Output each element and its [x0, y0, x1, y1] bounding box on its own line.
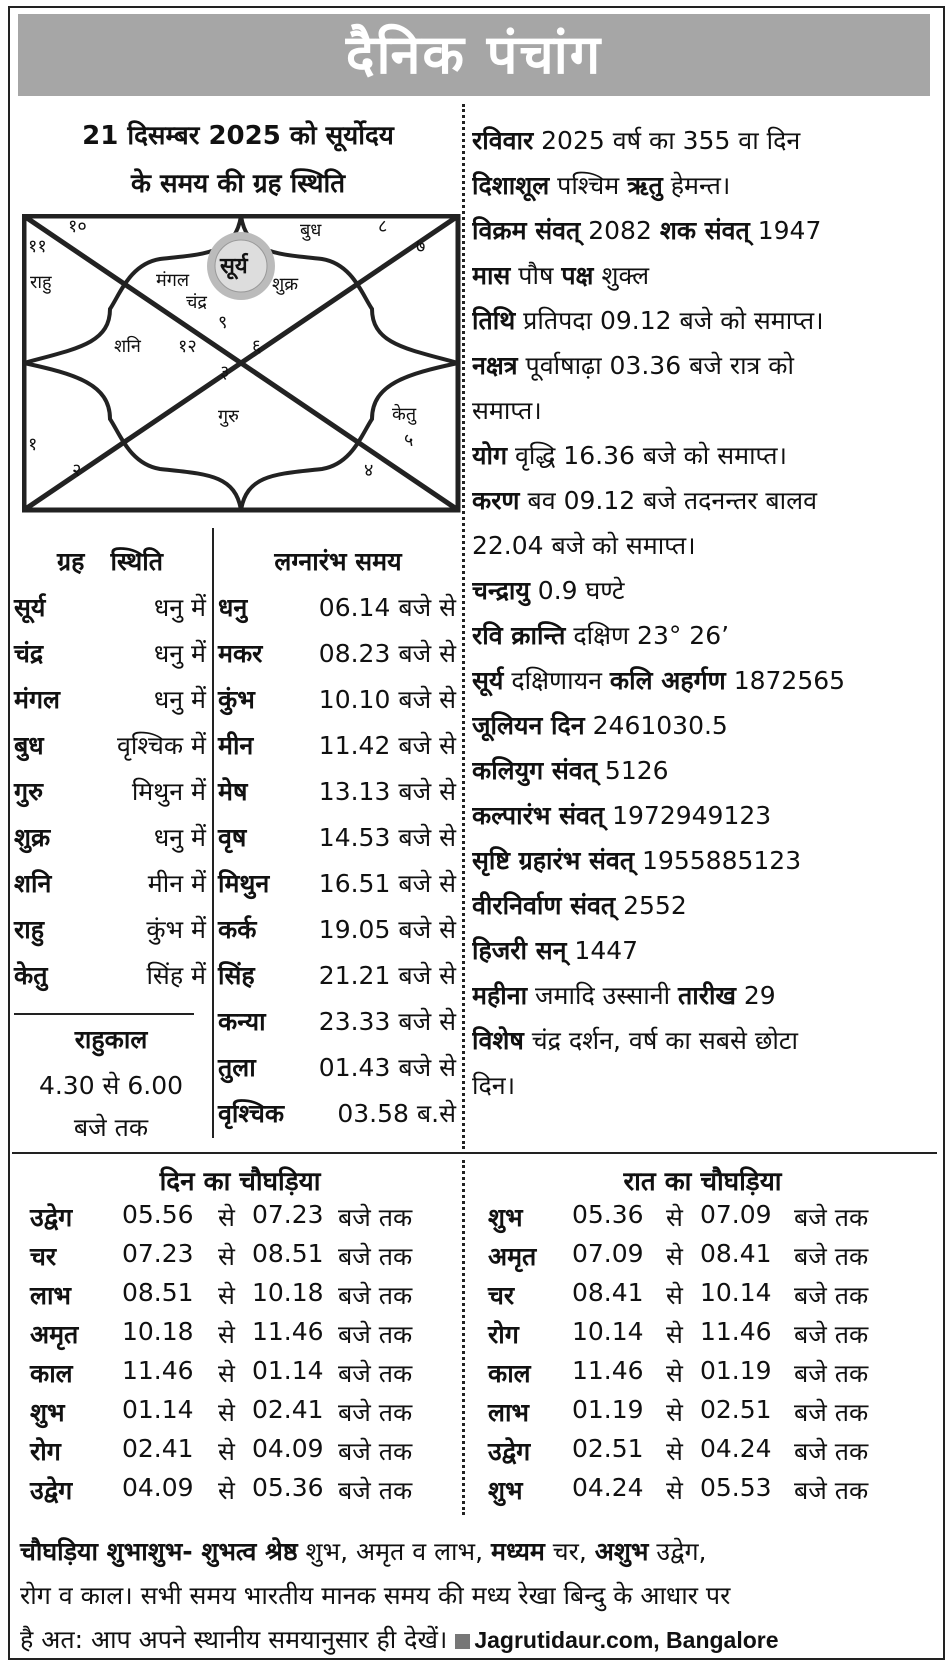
panchang-line: मास पौष पक्ष शुक्ल	[472, 261, 650, 290]
raat-choghadiya-heading: रात का चौघड़िया	[623, 1167, 782, 1197]
house-10: १०	[68, 216, 87, 237]
graha-value: मीन में	[147, 869, 206, 898]
panchang-details	[472, 118, 940, 1108]
panchang-line: विक्रम संवत् 2082 शक संवत् 1947	[472, 216, 822, 245]
panchang-line: सृष्टि ग्रहारंभ संवत् 1955885123	[472, 846, 802, 875]
choghadiya-se: से	[666, 1320, 683, 1349]
choghadiya-se: से	[666, 1476, 683, 1505]
lagna-time: 06.14 बजे से	[318, 593, 456, 622]
rahukaal-time: 4.30 से 6.00	[38, 1071, 184, 1100]
choghadiya-from: 11.46	[122, 1356, 194, 1385]
choghadiya-to: 04.24	[700, 1434, 772, 1463]
lagna-row	[218, 1096, 458, 1140]
choghadiya-to: 04.09	[252, 1434, 324, 1463]
house-6: ६	[252, 336, 262, 357]
panchang-line: योग वृद्धि 16.36 बजे को समाप्त।	[472, 441, 787, 470]
graha-name: बुध	[14, 731, 44, 760]
choghadiya-to: 07.09	[700, 1200, 772, 1229]
graha-name: केतु	[14, 961, 48, 990]
choghadiya-name: शुभ	[488, 1476, 523, 1505]
choghadiya-to: 01.14	[252, 1356, 324, 1385]
choghadiya-se: से	[666, 1203, 683, 1232]
choghadiya-row	[30, 1317, 470, 1359]
lagna-name: कुंभ	[218, 685, 255, 714]
choghadiya-from: 02.41	[122, 1434, 194, 1463]
graha-name: मंगल	[14, 685, 60, 714]
kundali-budh: बुध	[300, 220, 322, 241]
choghadiya-row	[488, 1356, 928, 1398]
choghadiya-from: 10.18	[122, 1317, 194, 1346]
panchang-line: रवि क्रान्ति दक्षिण 23° 26’	[472, 621, 730, 650]
graha-heading-2: स्थिति	[110, 547, 163, 576]
rahukaal-label: राहुकाल	[74, 1025, 148, 1054]
choghadiya-from: 04.09	[122, 1473, 194, 1502]
lagna-row	[218, 912, 458, 956]
choghadiya-tail: बजे तक	[338, 1476, 413, 1505]
choghadiya-row	[30, 1356, 470, 1398]
page-title: दैनिक पंचांग	[18, 14, 930, 96]
choghadiya-to: 05.53	[700, 1473, 772, 1502]
choghadiya-se: से	[218, 1320, 235, 1349]
choghadiya-to: 01.19	[700, 1356, 772, 1385]
lagna-name: सिंह	[218, 961, 255, 990]
lagna-row	[218, 590, 458, 634]
graha-row	[14, 636, 208, 680]
kundali-guru: गुरु	[218, 406, 239, 427]
choghadiya-row	[30, 1239, 470, 1281]
panchang-line: चन्द्रायु 0.9 घण्टे	[472, 576, 625, 605]
lagna-row	[218, 820, 458, 864]
panchang-line: सूर्य दक्षिणायन कलि अहर्गण 1872565	[472, 666, 846, 695]
graha-value: वृश्चिक में	[117, 731, 206, 760]
panchang-line: समाप्त।	[472, 396, 542, 425]
choghadiya-tail: बजे तक	[794, 1437, 869, 1466]
choghadiya-tail: बजे तक	[794, 1203, 869, 1232]
choghadiya-name: काल	[30, 1359, 73, 1388]
choghadiya-from: 05.36	[572, 1200, 644, 1229]
house-5: ५	[404, 430, 414, 451]
choghadiya-row	[30, 1395, 470, 1437]
choghadiya-to: 05.36	[252, 1473, 324, 1502]
graha-row	[14, 958, 208, 1002]
choghadiya-name: अमृत	[30, 1320, 79, 1349]
column-divider-top	[462, 104, 465, 1149]
graha-row	[14, 774, 208, 818]
lagna-time: 08.23 बजे से	[318, 639, 456, 668]
choghadiya-to: 11.46	[252, 1317, 324, 1346]
choghadiya-name: उद्वेग	[30, 1476, 73, 1505]
graha-name: सूर्य	[14, 593, 46, 622]
choghadiya-se: से	[666, 1359, 683, 1388]
panchang-line: कलियुग संवत् 5126	[472, 756, 669, 785]
kundali-sun-label: सूर्य	[220, 254, 248, 279]
section-divider	[12, 1152, 937, 1154]
choghadiya-name: चर	[488, 1281, 515, 1310]
house-12: १२	[178, 336, 197, 357]
lagna-row	[218, 728, 458, 772]
choghadiya-name: लाभ	[488, 1398, 530, 1427]
choghadiya-row	[488, 1473, 928, 1515]
house-4: ४	[364, 460, 374, 481]
graha-name: गुरु	[14, 777, 44, 806]
rahukaal-suffix: बजे तक	[73, 1113, 149, 1142]
house-7: ७	[416, 236, 426, 257]
choghadiya-from: 08.51	[122, 1278, 194, 1307]
house-3: ३	[220, 362, 230, 383]
panchang-line: दिशाशूल पश्चिम ऋतु हेमन्त।	[472, 171, 731, 200]
lagna-row	[218, 866, 458, 910]
choghadiya-tail: बजे तक	[338, 1359, 413, 1388]
graha-row	[14, 728, 208, 772]
choghadiya-se: से	[218, 1281, 235, 1310]
graha-lagna-divider	[212, 528, 214, 1138]
lagna-time: 23.33 बजे से	[318, 1007, 456, 1036]
panchang-line: विशेष चंद्र दर्शन, वर्ष का सबसे छोटा	[472, 1026, 798, 1055]
panchang-line: हिजरी सन् 1447	[472, 936, 639, 965]
footer-text-1: शुभ, अमृत व लाभ,	[297, 1537, 491, 1566]
choghadiya-tail: बजे तक	[338, 1320, 413, 1349]
choghadiya-se: से	[218, 1476, 235, 1505]
kundali-ketu: केतु	[392, 404, 417, 425]
footer-text-2: चर,	[544, 1537, 595, 1566]
choghadiya-name: काल	[488, 1359, 531, 1388]
footer-bold-2: मध्यम	[491, 1537, 545, 1566]
lagna-name: वृश्चिक	[218, 1099, 285, 1128]
choghadiya-se: से	[666, 1437, 683, 1466]
graha-value: मिथुन में	[131, 777, 206, 806]
graha-name: शुक्र	[14, 823, 51, 852]
choghadiya-row	[30, 1278, 470, 1320]
choghadiya-to: 10.18	[252, 1278, 324, 1307]
graha-name: राहु	[14, 915, 44, 944]
choghadiya-row	[488, 1200, 928, 1242]
panchang-line: तिथि प्रतिपदा 09.12 बजे को समाप्त।	[472, 306, 824, 335]
lagna-row	[218, 682, 458, 726]
footer-bold-1: चौघड़िया शुभाशुभ- शुभत्व श्रेष्ठ	[20, 1537, 298, 1566]
footer-line-3: है अत: आप अपने स्थानीय समयानुसार ही देखें।	[20, 1625, 448, 1654]
choghadiya-to: 08.41	[700, 1239, 772, 1268]
choghadiya-name: रोग	[488, 1320, 519, 1349]
brand-square-icon	[455, 1634, 470, 1649]
choghadiya-tail: बजे तक	[794, 1359, 869, 1388]
lagna-time: 11.42 बजे से	[318, 731, 456, 760]
choghadiya-from: 07.23	[122, 1239, 194, 1268]
footer-note	[20, 1530, 936, 1662]
choghadiya-row	[30, 1434, 470, 1476]
choghadiya-tail: बजे तक	[338, 1281, 413, 1310]
graha-row	[14, 682, 208, 726]
lagna-name: वृष	[218, 823, 247, 852]
graha-heading	[14, 544, 206, 578]
choghadiya-tail: बजे तक	[794, 1281, 869, 1310]
choghadiya-se: से	[666, 1398, 683, 1427]
kundali-chandra: चंद्र	[186, 292, 207, 313]
panchang-line: महीना जमादि उस्सानी तारीख 29	[472, 981, 776, 1010]
choghadiya-name: उद्वेग	[30, 1203, 73, 1232]
choghadiya-to: 08.51	[252, 1239, 324, 1268]
choghadiya-se: से	[218, 1359, 235, 1388]
footer-text-3: उद्वेग,	[648, 1537, 707, 1566]
lagna-row	[218, 774, 458, 818]
graha-value: सिंह में	[146, 961, 206, 990]
panchang-line: दिन।	[472, 1071, 516, 1100]
panchang-line: करण बव 09.12 बजे तदनन्तर बालव	[472, 486, 817, 515]
panchang-line: नक्षत्र पूर्वाषाढ़ा 03.36 बजे रात्र को	[472, 351, 794, 380]
choghadiya-to: 07.23	[252, 1200, 324, 1229]
graha-name: शनि	[14, 869, 52, 898]
lagna-name: कन्या	[218, 1007, 266, 1036]
lagna-name: मकर	[218, 639, 263, 668]
graha-value: कुंभ में	[146, 915, 206, 944]
choghadiya-se: से	[218, 1398, 235, 1427]
choghadiya-to: 02.41	[252, 1395, 324, 1424]
panchang-line: वीरनिर्वाण संवत् 2552	[472, 891, 687, 920]
lagna-heading: लग्नारंभ समय	[274, 547, 402, 576]
choghadiya-row	[488, 1434, 928, 1476]
choghadiya-se: से	[218, 1242, 235, 1271]
footer-bold-3: अशुभ	[594, 1537, 649, 1566]
graha-name: चंद्र	[14, 639, 44, 668]
choghadiya-row	[30, 1473, 470, 1515]
kundali-shukra: शुक्र	[272, 274, 299, 295]
choghadiya-to: 11.46	[700, 1317, 772, 1346]
brand-name: Jagrutidaur.com, Bangalore	[474, 1627, 779, 1653]
choghadiya-from: 01.19	[572, 1395, 644, 1424]
panchang-line: रविवार 2025 वर्ष का 355 वा दिन	[472, 126, 801, 155]
choghadiya-row	[488, 1278, 928, 1320]
choghadiya-tail: बजे तक	[338, 1437, 413, 1466]
choghadiya-from: 11.46	[572, 1356, 644, 1385]
panchang-line: 22.04 बजे को समाप्त।	[472, 531, 696, 560]
chart-subtitle	[18, 112, 458, 208]
choghadiya-from: 08.41	[572, 1278, 644, 1307]
rahukaal-separator	[14, 1013, 194, 1015]
choghadiya-row	[488, 1317, 928, 1359]
lagna-name: कर्क	[218, 915, 257, 944]
din-choghadiya-heading: दिन का चौघड़िया	[159, 1167, 321, 1197]
choghadiya-row	[488, 1239, 928, 1281]
house-2: २	[72, 460, 82, 481]
lagna-row	[218, 958, 458, 1002]
choghadiya-from: 01.14	[122, 1395, 194, 1424]
lagna-name: तुला	[218, 1053, 256, 1082]
panchang-line: कल्पारंभ संवत् 1972949123	[472, 801, 772, 830]
lagna-time: 19.05 बजे से	[318, 915, 456, 944]
choghadiya-to: 10.14	[700, 1278, 772, 1307]
graha-row	[14, 912, 208, 956]
choghadiya-name: उद्वेग	[488, 1437, 531, 1466]
lagna-time: 14.53 बजे से	[318, 823, 456, 852]
choghadiya-name: शुभ	[488, 1203, 523, 1232]
choghadiya-se: से	[218, 1203, 235, 1232]
choghadiya-tail: बजे तक	[794, 1242, 869, 1271]
graha-row	[14, 820, 208, 864]
lagna-row	[218, 1004, 458, 1048]
lagna-time: 01.43 बजे से	[318, 1053, 456, 1082]
graha-value: धनु में	[153, 593, 206, 622]
lagna-row	[218, 636, 458, 680]
panchang-line: जूलियन दिन 2461030.5	[472, 711, 728, 740]
graha-value: धनु में	[153, 639, 206, 668]
choghadiya-se: से	[218, 1437, 235, 1466]
choghadiya-from: 04.24	[572, 1473, 644, 1502]
footer-line-2: रोग व काल। सभी समय भारतीय मानक समय की मध्य रेखा बिन्दु के आधार पर	[20, 1581, 731, 1610]
choghadiya-name: चर	[30, 1242, 57, 1271]
choghadiya-from: 05.56	[122, 1200, 194, 1229]
choghadiya-tail: बजे तक	[794, 1476, 869, 1505]
choghadiya-from: 10.14	[572, 1317, 644, 1346]
kundali-chart	[22, 214, 462, 514]
lagna-time: 10.10 बजे से	[318, 685, 456, 714]
choghadiya-row	[30, 1200, 470, 1242]
subtitle-line-1: 21 दिसम्बर 2025 को सूर्योदय	[82, 121, 394, 151]
choghadiya-from: 02.51	[572, 1434, 644, 1463]
house-11: ११	[28, 236, 47, 257]
choghadiya-name: लाभ	[30, 1281, 72, 1310]
choghadiya-name: शुभ	[30, 1398, 65, 1427]
graha-value: धनु में	[153, 685, 206, 714]
choghadiya-tail: बजे तक	[794, 1320, 869, 1349]
lagna-name: मेष	[218, 777, 248, 806]
graha-row	[14, 590, 208, 634]
lagna-time: 21.21 बजे से	[318, 961, 456, 990]
lagna-name: मीन	[218, 731, 254, 760]
choghadiya-tail: बजे तक	[794, 1398, 869, 1427]
graha-heading-1: ग्रह	[57, 547, 85, 576]
lagna-row	[218, 1050, 458, 1094]
choghadiya-name: रोग	[30, 1437, 61, 1466]
house-9: ९	[218, 312, 228, 333]
choghadiya-name: अमृत	[488, 1242, 537, 1271]
kundali-rahu: राहु	[30, 272, 52, 293]
choghadiya-from: 07.09	[572, 1239, 644, 1268]
graha-value: धनु में	[153, 823, 206, 852]
lagna-time: 13.13 बजे से	[318, 777, 456, 806]
choghadiya-tail: बजे तक	[338, 1398, 413, 1427]
choghadiya-tail: बजे तक	[338, 1242, 413, 1271]
choghadiya-to: 02.51	[700, 1395, 772, 1424]
lagna-name: धनु	[218, 593, 248, 622]
choghadiya-se: से	[666, 1242, 683, 1271]
lagna-time: 03.58 ब.से	[337, 1099, 456, 1128]
subtitle-line-2: के समय की ग्रह स्थिति	[130, 169, 346, 199]
kundali-shani: शनि	[114, 336, 141, 357]
lagna-name: मिथुन	[218, 869, 270, 898]
house-1: १	[28, 434, 38, 455]
graha-row	[14, 866, 208, 910]
house-8: ८	[378, 216, 388, 237]
choghadiya-se: से	[666, 1281, 683, 1310]
lagna-time: 16.51 बजे से	[318, 869, 456, 898]
choghadiya-tail: बजे तक	[338, 1203, 413, 1232]
kundali-mangal: मंगल	[156, 270, 190, 291]
choghadiya-row	[488, 1395, 928, 1437]
